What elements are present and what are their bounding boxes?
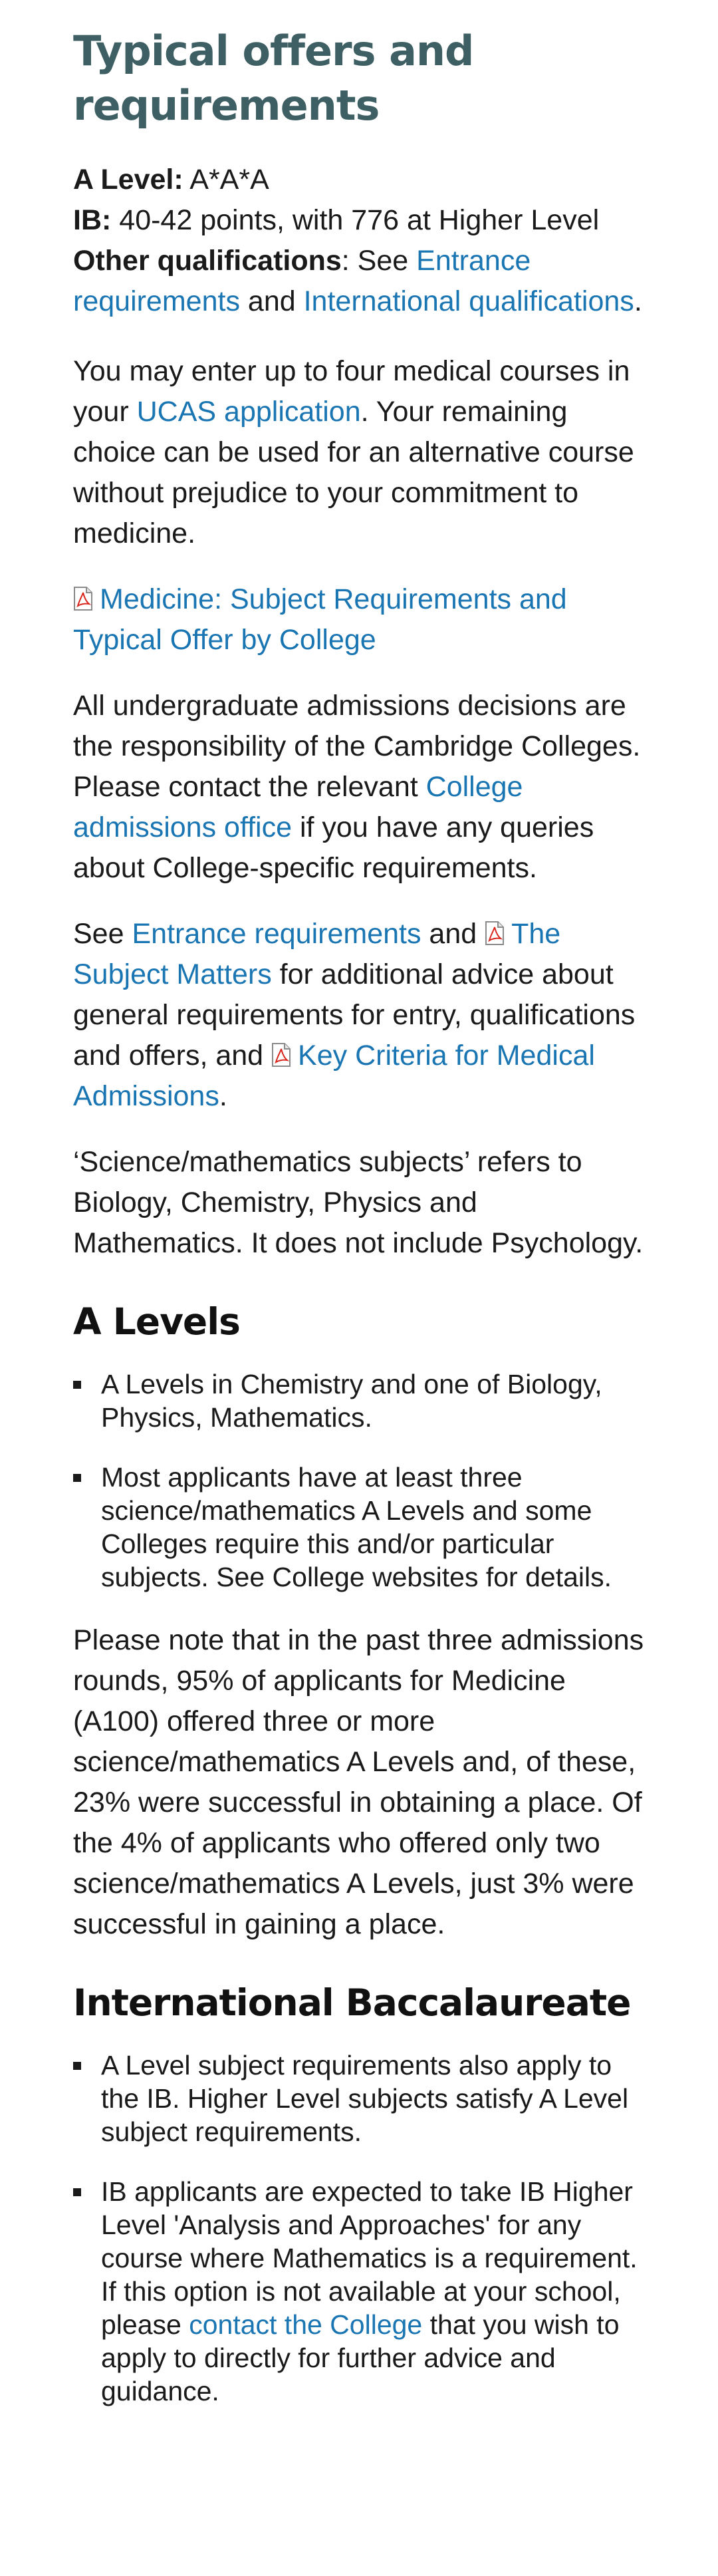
entrance-requirements-link-2[interactable]: Entrance requirements: [132, 918, 421, 950]
alevel-offer-line: [73, 160, 645, 200]
ucas-paragraph: [73, 351, 645, 554]
contact-the-college-link[interactable]: contact the College: [189, 2309, 423, 2340]
ib-offer-line: [73, 200, 645, 241]
see-end-text: .: [219, 1080, 227, 1112]
square-bullet-icon: [73, 1381, 81, 1389]
ucas-application-link[interactable]: UCAS application: [136, 396, 361, 428]
international-qualifications-link[interactable]: International qualifications: [303, 285, 634, 317]
ib-bullet-list: [73, 2049, 645, 2408]
medicine-subject-requirements-pdf-link[interactable]: Medicine: Subject Requirements and Typical Offer by College: [73, 583, 567, 656]
colleges-text-after: if you have any queries about College-specific requirements.: [73, 811, 594, 884]
college-admissions-office-link[interactable]: College admissions office: [73, 771, 523, 843]
list-item: [73, 1461, 645, 1594]
typical-offer-summary: [73, 160, 645, 322]
pdf-file-icon: [485, 921, 505, 946]
square-bullet-icon: [73, 1474, 81, 1482]
other-end-text: .: [634, 285, 642, 317]
square-bullet-icon: [73, 2188, 81, 2196]
alevel-label: A Level:: [73, 164, 183, 196]
page-title: Typical offers and requirements: [73, 27, 474, 130]
see-mid-text: for additional advice about general requirements for entry, qualifications and offers, and: [73, 958, 636, 1072]
list-item-text: Most applicants have at least three science/mathematics A Levels and some Colleges require this and/or particular subjects. See College websites for details.: [101, 1462, 612, 1592]
square-bullet-icon: [73, 2062, 81, 2070]
ucas-text-before: You may enter up to four medical courses in your: [73, 355, 630, 428]
list-item-text: A Level subject requirements also apply to the IB. Higher Level subjects satisfy A Level subject requirements.: [101, 2050, 629, 2147]
subject-matters-pdf-link[interactable]: The Subject Matters: [73, 918, 561, 990]
pdf-file-icon: [271, 1042, 291, 1068]
see-text: See: [73, 918, 132, 950]
list-item: [73, 1367, 645, 1434]
list-item: [73, 2175, 645, 2408]
ib-heading: International Baccalaureate: [73, 1981, 631, 2024]
see-and-text: and: [421, 918, 485, 950]
medicine-pdf-paragraph: [73, 579, 645, 660]
pdf-file-icon: [73, 586, 93, 611]
other-qualifications-label: Other qualifications: [73, 245, 342, 277]
colleges-text-before: All undergraduate admissions decisions are the responsibility of the Cambridge Colleges. Please contact the relevant: [73, 690, 641, 803]
other-qualifications-line: [73, 241, 645, 322]
alevel-value: A*A*A: [183, 164, 269, 196]
ib-value: 40-42 points, with 776 at Higher Level: [111, 204, 600, 236]
ucas-text-after: . Your remaining choice can be used for an alternative course without prejudice to your commitment to medicine.: [73, 396, 634, 549]
entrance-requirements-link[interactable]: Entrance requirements: [73, 245, 531, 317]
other-and-text: and: [239, 285, 304, 317]
other-sep-text: : See: [341, 245, 417, 277]
see-also-paragraph: [73, 914, 645, 1117]
list-item-text-after: that you wish to apply to directly for further advice and guidance.: [101, 2309, 620, 2406]
ib-label: IB:: [73, 204, 112, 236]
colleges-paragraph: [73, 686, 645, 889]
key-criteria-pdf-link[interactable]: Key Criteria for Medical Admissions: [73, 1040, 595, 1112]
list-item-text: IB applicants are expected to take IB Higher Level 'Analysis and Approaches' for any course where Mathematics is a requirement. If this option is not available at your school, please: [101, 2176, 638, 2340]
alevels-statistics-note: Please note that in the past three admissions rounds, 95% of applicants for Medicine (A100) offered three or more science/mathematics A Levels and, of these, 23% were successful in obtaining a place. Of the 4% of applicants who offered only two science/mathematics A Levels, just 3% were successful in gaining a place.: [73, 1624, 644, 1940]
list-item-text: A Levels in Chemistry and one of Biology, Physics, Mathematics.: [101, 1369, 602, 1433]
alevels-bullet-list: [73, 1367, 645, 1594]
alevels-heading: A Levels: [73, 1300, 240, 1343]
science-subjects-note: ‘Science/mathematics subjects’ refers to Biology, Chemistry, Physics and Mathematics. It does not include Psychology.: [73, 1146, 644, 1259]
list-item: [73, 2049, 645, 2148]
